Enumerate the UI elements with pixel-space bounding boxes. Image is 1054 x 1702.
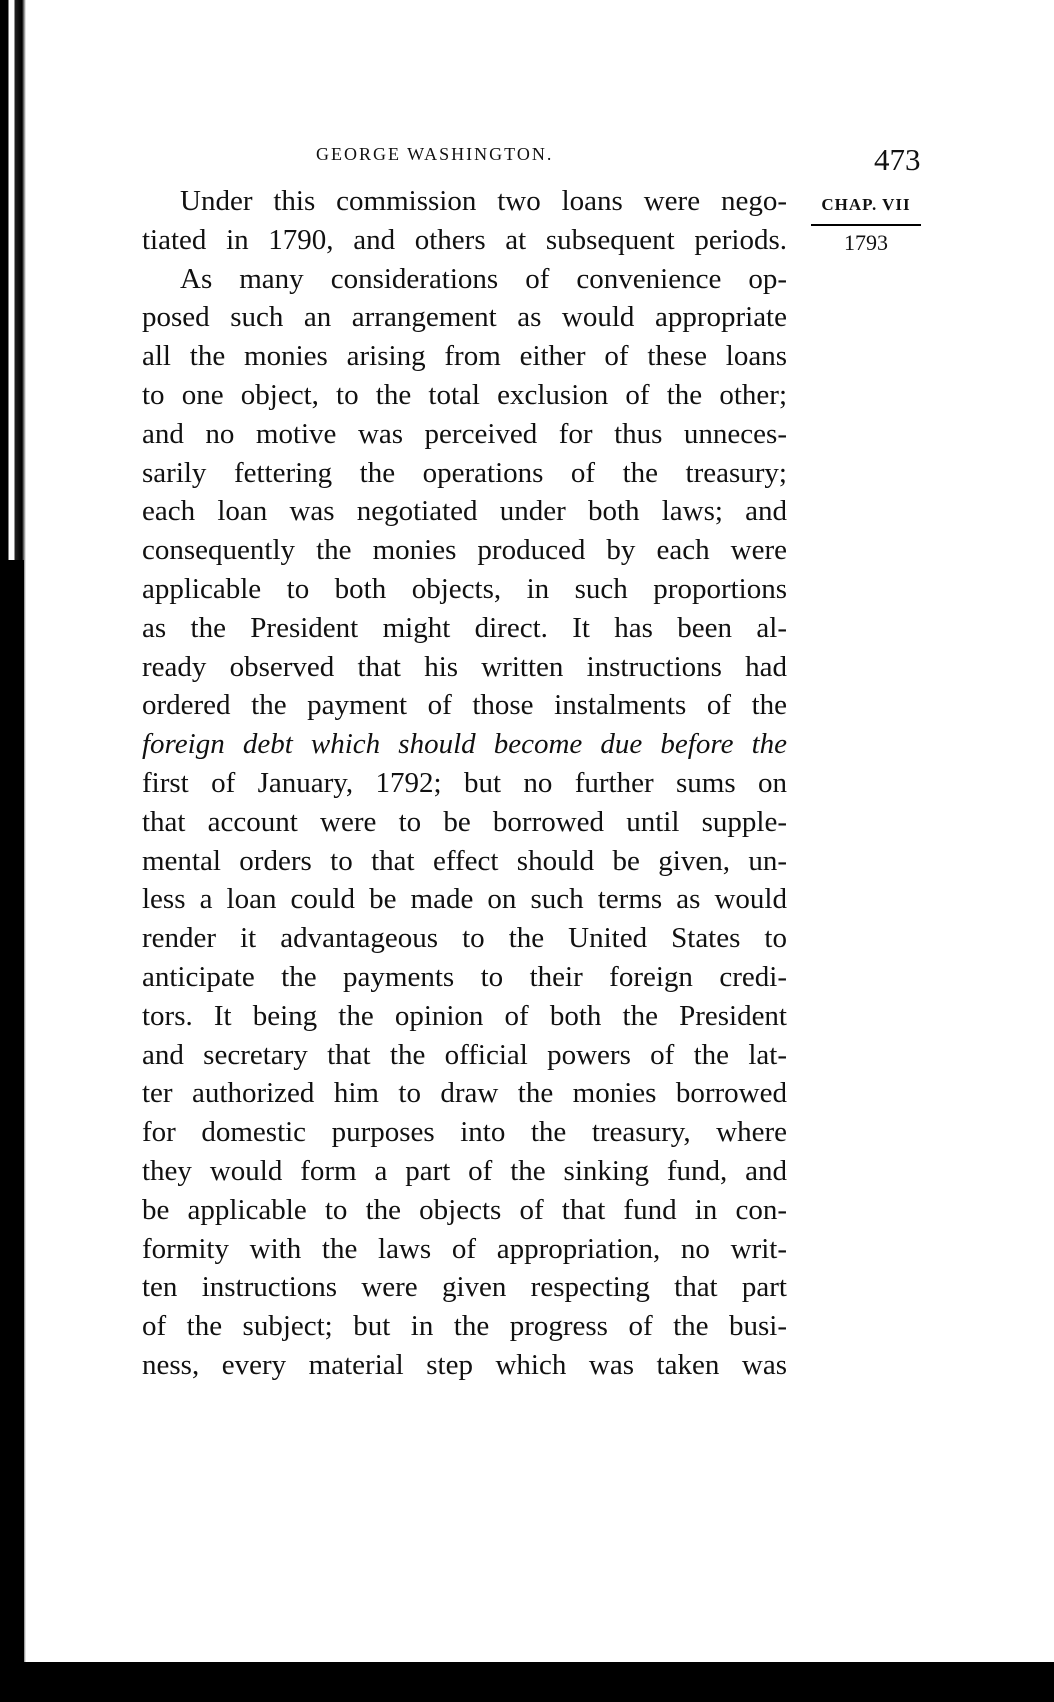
text-line: ready observed that his written instructions had	[142, 650, 787, 683]
text-line: first of January, 1792; but no further sums on	[142, 766, 787, 799]
margin-note	[811, 195, 921, 256]
text-line: each loan was negotiated under both laws; and	[142, 495, 787, 528]
text-line: anticipate the payments to their foreign credi-	[142, 960, 787, 993]
text-line: applicable to both objects, in such proportions	[142, 572, 787, 605]
text-line: of the subject; but in the progress of the busi-	[142, 1310, 787, 1343]
text-line: and no motive was perceived for thus unneces-	[142, 417, 787, 450]
text-line: to one object, to the total exclusion of the other;	[142, 378, 787, 411]
text-line: as the President might direct. It has been al-	[142, 611, 787, 644]
text-line: render it advantageous to the United States to	[142, 922, 787, 955]
text-line: they would form a part of the sinking fund, and	[142, 1154, 787, 1187]
text-line: ness, every material step which was taken was	[142, 1348, 787, 1381]
text-line: less a loan could be made on such terms as would	[142, 883, 787, 916]
text-line: that account were to be borrowed until supple-	[142, 805, 787, 838]
margin-rule	[811, 224, 921, 226]
text-line: formity with the laws of appropriation, no writ-	[142, 1232, 787, 1265]
text-line: for domestic purposes into the treasury, where	[142, 1116, 787, 1149]
text-line: sarily fettering the operations of the treasury;	[142, 456, 787, 489]
scan-bottom-edge	[0, 1662, 1054, 1702]
text-line: ten instructions were given respecting that part	[142, 1271, 787, 1304]
year-label: 1793	[844, 230, 888, 255]
chapter-label: CHAP. VII	[821, 195, 911, 214]
text-line: posed such an arrangement as would appropriate	[142, 301, 787, 334]
book-binding-shadow	[0, 560, 24, 1702]
text-line: ter authorized him to draw the monies borrowed	[142, 1077, 787, 1110]
text-line: foreign debt which should become due before the	[142, 728, 787, 761]
text-line: ordered the payment of those instalments of the	[142, 689, 787, 722]
text-line: mental orders to that effect should be given, un-	[142, 844, 787, 877]
running-head: GEORGE WASHINGTON.	[316, 144, 554, 164]
text-line: consequently the monies produced by each were	[142, 534, 787, 567]
text-line: and secretary that the official powers of the lat-	[142, 1038, 787, 1071]
text-line: As many considerations of convenience op-	[180, 262, 787, 295]
body-text	[142, 182, 787, 1385]
text-line: all the monies arising from either of these loans	[142, 340, 787, 373]
page-number: 473	[874, 142, 921, 177]
text-line: tors. It being the opinion of both the President	[142, 999, 787, 1032]
text-line: be applicable to the objects of that fund in con-	[142, 1193, 787, 1226]
text-line: tiated in 1790, and others at subsequent periods.	[142, 223, 787, 256]
text-line: Under this commission two loans were nego-	[180, 185, 787, 217]
